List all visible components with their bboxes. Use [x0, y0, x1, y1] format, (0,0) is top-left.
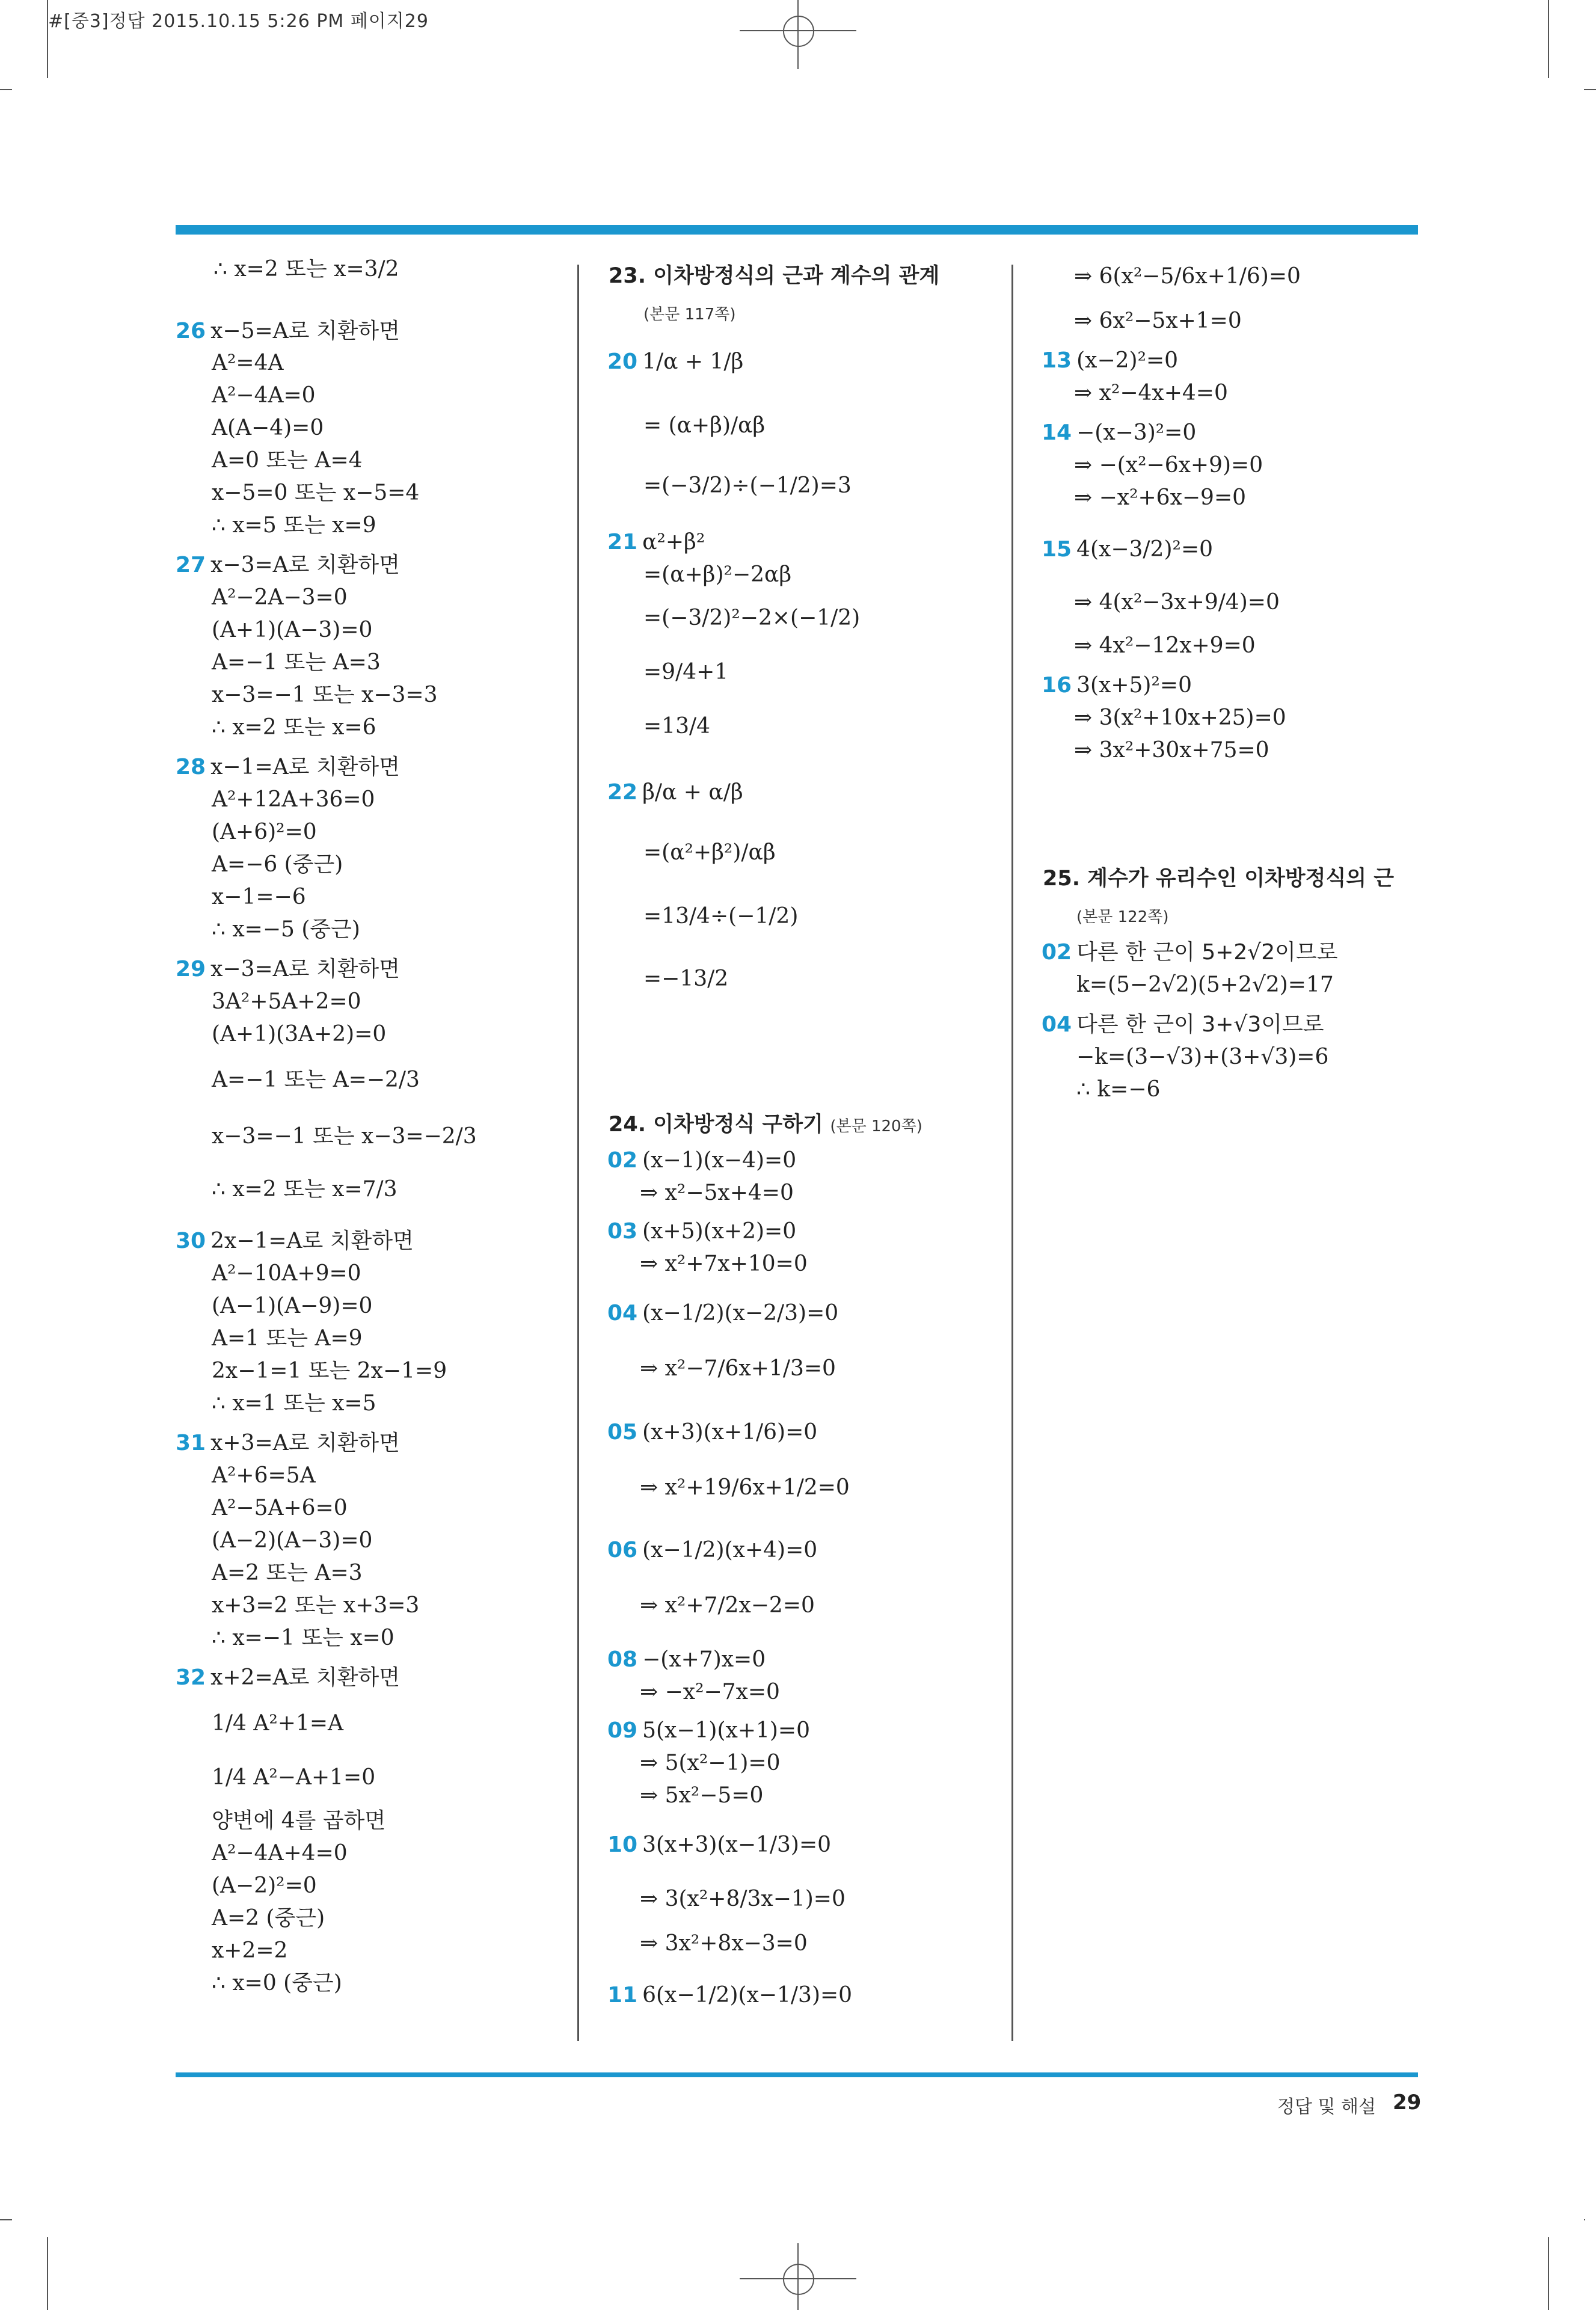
solution-line: = (α+β)/αβ: [643, 413, 766, 438]
crop-mark: [0, 89, 12, 90]
registration-circle: [783, 16, 814, 47]
solution-line: A²−10A+9=0: [212, 1261, 361, 1286]
problem-02: 02 (x−1)(x−4)=0: [607, 1148, 797, 1173]
page-number: 29: [1393, 2090, 1422, 2115]
footer-label: 정답 및 해설: [1277, 2097, 1376, 2118]
solution-line: −k=(3−√3)+(3+√3)=6: [1076, 1045, 1329, 1069]
top-rule: [176, 225, 1418, 235]
solution-line: 양변에 4를 곱하면: [212, 1808, 386, 1833]
solution-line: A²=4A: [212, 351, 284, 375]
problem-03: 03 (x+5)(x+2)=0: [607, 1219, 797, 1244]
solution-line: 1/4 A²−A+1=0: [212, 1765, 376, 1790]
solution-line: ∴ x=−5 (중근): [212, 917, 360, 942]
problem-31: 31 x+3=A로 치환하면: [176, 1431, 400, 1455]
solution-line: (A+6)²=0: [212, 820, 317, 844]
solution-line: A²−4A=0: [212, 383, 316, 408]
column-divider: [577, 265, 579, 2041]
solution-line: =9/4+1: [643, 660, 729, 684]
solution-line: ∴ x=1 또는 x=5: [212, 1391, 376, 1416]
crop-mark: [1584, 89, 1596, 90]
solution-line: x−3=−1 또는 x−3=−2/3: [212, 1124, 477, 1149]
solution-line: ∴ x=2 또는 x=7/3: [212, 1177, 397, 1202]
solution-line: ⇒ 4(x²−3x+9/4)=0: [1074, 590, 1280, 615]
solution-line: A=−1 또는 A=−2/3: [212, 1067, 420, 1092]
solution-line: ⇒ −x²−7x=0: [640, 1680, 780, 1704]
section-heading-24: 24. 이차방정식 구하기 (본문 120쪽): [609, 1113, 922, 1137]
solution-line: ⇒ x²+19/6x+1/2=0: [640, 1475, 850, 1500]
solution-line: A=−1 또는 A=3: [212, 650, 381, 675]
problem-09: 09 5(x−1)(x+1)=0: [607, 1718, 811, 1743]
solution-line: ⇒ 6x²−5x+1=0: [1074, 309, 1242, 333]
problem-14: 14 −(x−3)²=0: [1042, 420, 1197, 445]
problem-27: 27 x−3=A로 치환하면: [176, 553, 400, 577]
section-heading-23: 23. 이차방정식의 근과 계수의 관계: [609, 264, 940, 288]
solution-line: x+3=2 또는 x+3=3: [212, 1593, 420, 1618]
problem-02-right: 02 다른 한 근이 5+2√2이므로: [1042, 940, 1338, 965]
crop-mark: [1548, 0, 1549, 78]
solution-line: x−3=−1 또는 x−3=3: [212, 683, 438, 707]
solution-line: ⇒ 6(x²−5/6x+1/6)=0: [1074, 264, 1301, 289]
solution-line: x−1=−6: [212, 885, 306, 909]
problem-16: 16 3(x+5)²=0: [1042, 673, 1192, 698]
solution-line: ⇒ 5x²−5=0: [640, 1783, 764, 1808]
solution-line: A(A−4)=0: [212, 416, 324, 440]
solution-line: 1/4 A²+1=A: [212, 1711, 344, 1736]
problem-13: 13 (x−2)²=0: [1042, 348, 1179, 373]
solution-line: ⇒ 3(x²+8/3x−1)=0: [640, 1887, 846, 1911]
crop-mark: [0, 2219, 12, 2220]
solution-line: (A+1)(3A+2)=0: [212, 1022, 387, 1046]
solution-line: ∴ x=2 또는 x=3/2: [213, 257, 399, 281]
problem-29: 29 x−3=A로 치환하면: [176, 957, 400, 981]
solution-line: A=2 또는 A=3: [212, 1561, 363, 1585]
page-reference: (본문 117쪽): [643, 306, 736, 324]
registration-circle: [783, 2264, 814, 2295]
solution-line: =−13/2: [643, 966, 729, 991]
page-reference: (본문 122쪽): [1076, 908, 1169, 926]
solution-line: ⇒ 5(x²−1)=0: [640, 1751, 781, 1775]
solution-line: A²−4A+4=0: [212, 1841, 348, 1866]
solution-line: A²+12A+36=0: [212, 787, 375, 812]
solution-line: k=(5−2√2)(5+2√2)=17: [1076, 972, 1334, 997]
solution-line: ⇒ x²−4x+4=0: [1074, 381, 1228, 405]
solution-line: ⇒ x²−5x+4=0: [640, 1181, 794, 1205]
print-header: #[중3]정답 2015.10.15 5:26 PM 페이지29: [48, 11, 429, 32]
problem-08: 08 −(x+7)x=0: [607, 1647, 766, 1672]
solution-line: A²−2A−3=0: [212, 585, 348, 610]
solution-line: ∴ x=0 (중근): [212, 1971, 342, 1995]
section-heading-25: 25. 계수가 유리수인 이차방정식의 근: [1043, 867, 1395, 891]
solution-line: (A+1)(A−3)=0: [212, 618, 373, 642]
solution-line: =13/4: [643, 714, 711, 739]
column-divider: [1011, 265, 1013, 2041]
problem-20: 20 1/α + 1/β: [607, 349, 744, 374]
problem-28: 28 x−1=A로 치환하면: [176, 755, 400, 779]
solution-line: A²+6=5A: [212, 1463, 316, 1488]
problem-26: 26 x−5=A로 치환하면: [176, 319, 400, 343]
solution-line: x−5=0 또는 x−5=4: [212, 481, 420, 505]
problem-32: 32 x+2=A로 치환하면: [176, 1665, 400, 1690]
problem-22: 22 β/α + α/β: [607, 780, 743, 805]
problem-05: 05 (x+3)(x+1/6)=0: [607, 1420, 818, 1445]
solution-line: =13/4÷(−1/2): [643, 904, 799, 929]
solution-line: ⇒ −x²+6x−9=0: [1074, 485, 1247, 510]
solution-line: =(α+β)²−2αβ: [643, 562, 792, 587]
problem-15: 15 4(x−3/2)²=0: [1042, 537, 1214, 562]
solution-line: A²−5A+6=0: [212, 1496, 348, 1520]
solution-line: A=−6 (중근): [212, 852, 343, 877]
solution-line: 3A²+5A+2=0: [212, 989, 361, 1014]
solution-line: ∴ x=2 또는 x=6: [212, 715, 376, 740]
problem-11: 11 6(x−1/2)(x−1/3)=0: [607, 1983, 853, 2007]
solution-line: ⇒ 3x²+8x−3=0: [640, 1931, 808, 1956]
solution-line: ⇒ 3(x²+10x+25)=0: [1074, 705, 1286, 730]
solution-line: ⇒ −(x²−6x+9)=0: [1074, 453, 1263, 478]
solution-line: A=2 (중근): [212, 1906, 325, 1931]
crop-mark: [1584, 2219, 1585, 2220]
crop-mark: [1548, 2237, 1549, 2310]
solution-line: ⇒ x²+7/2x−2=0: [640, 1593, 815, 1618]
solution-line: (A−1)(A−9)=0: [212, 1294, 373, 1318]
solution-line: ⇒ 4x²−12x+9=0: [1074, 633, 1256, 658]
problem-04-right: 04 다른 한 근이 3+√3이므로: [1042, 1012, 1324, 1037]
solution-line: ⇒ x²+7x+10=0: [640, 1252, 808, 1276]
problem-30: 30 2x−1=A로 치환하면: [176, 1229, 414, 1253]
solution-line: ∴ k=−6: [1076, 1077, 1161, 1102]
problem-04: 04 (x−1/2)(x−2/3)=0: [607, 1301, 839, 1325]
solution-line: =(α²+β²)/αβ: [643, 840, 776, 865]
solution-line: =(−3/2)÷(−1/2)=3: [643, 473, 852, 498]
solution-line: A=0 또는 A=4: [212, 448, 363, 473]
solution-line: (A−2)²=0: [212, 1873, 317, 1898]
problem-10: 10 3(x+3)(x−1/3)=0: [607, 1832, 832, 1857]
solution-line: ⇒ 3x²+30x+75=0: [1074, 738, 1269, 763]
crop-mark: [47, 2237, 48, 2310]
solution-line: (A−2)(A−3)=0: [212, 1528, 373, 1553]
solution-line: x+2=2: [212, 1938, 288, 1963]
solution-line: A=1 또는 A=9: [212, 1326, 363, 1351]
solution-line: ∴ x=−1 또는 x=0: [212, 1626, 394, 1650]
solution-line: 2x−1=1 또는 2x−1=9: [212, 1359, 447, 1383]
crop-mark: [47, 0, 48, 78]
solution-line: ⇒ x²−7/6x+1/3=0: [640, 1356, 836, 1381]
solution-line: ∴ x=5 또는 x=9: [212, 513, 376, 538]
bottom-rule: [176, 2072, 1418, 2077]
solution-line: =(−3/2)²−2×(−1/2): [643, 606, 861, 630]
problem-21: 21 α²+β²: [607, 530, 705, 554]
problem-06: 06 (x−1/2)(x+4)=0: [607, 1538, 818, 1562]
